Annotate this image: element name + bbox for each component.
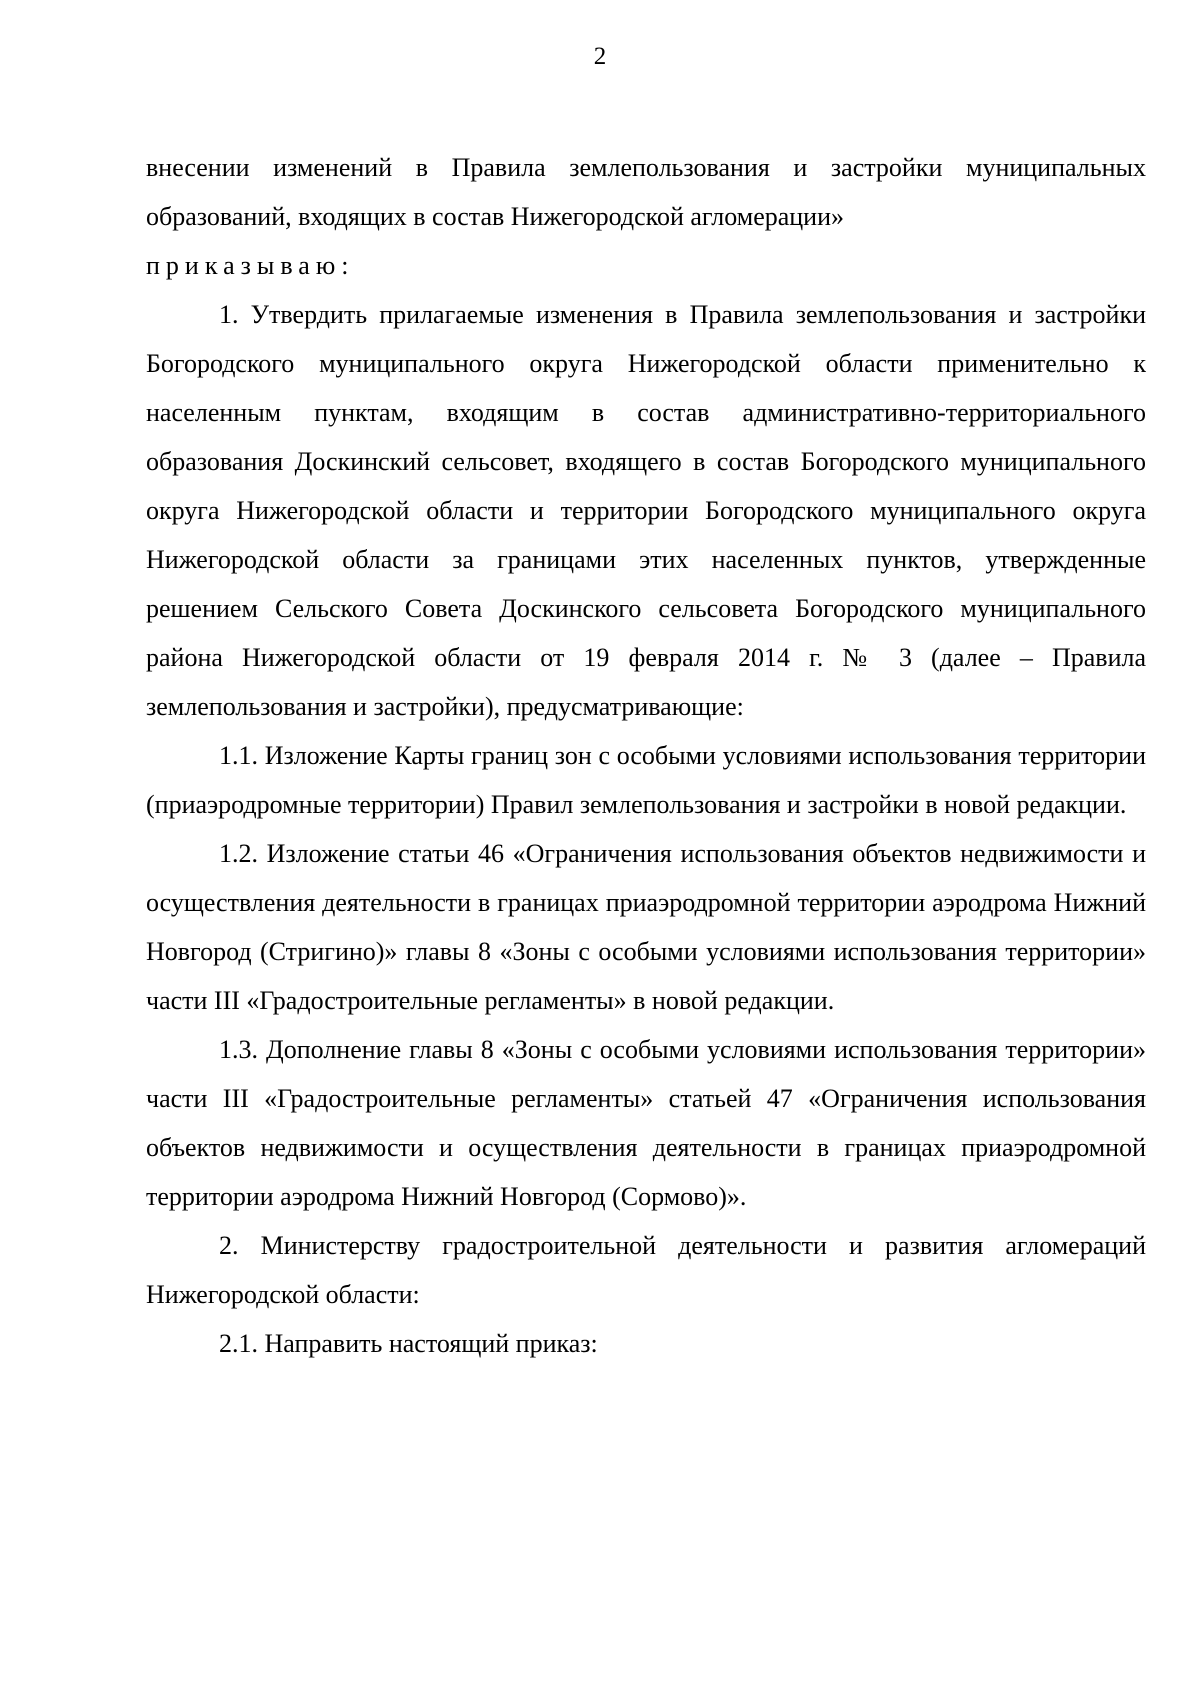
paragraph-item-1-1: 1.1. Изложение Карты границ зон с особыми условиями использования территории (приаэродромные территории) Правил землепользования и застройки в новой редакции.	[146, 741, 1146, 819]
document-body	[146, 143, 1146, 1368]
paragraph-item-2: 2. Министерству градостроительной деятельности и развития агломераций Нижегородской области:	[146, 1231, 1146, 1309]
paragraph-order-word: приказываю:	[146, 251, 355, 280]
paragraph-item-1-2: 1.2. Изложение статьи 46 «Ограничения использования объектов недвижимости и осуществления деятельности в границах приаэродромной территории аэродрома Нижний Новгород (Стригино)» главы 8 «Зоны с особыми условиями использования территории» части III «Градостроительные регламенты» в новой редакции.	[146, 839, 1146, 1015]
paragraph-continuation: внесении изменений в Правила землепользования и застройки муниципальных образований, входящих в состав Нижегородской агломерации»	[146, 153, 1146, 231]
page-number: 2	[593, 43, 607, 70]
paragraph-item-1: 1. Утвердить прилагаемые изменения в Правила землепользования и застройки Богородского муниципального округа Нижегородской области применительно к населенным пунктам, входящим в состав административно-территориального образования Доскинский сельсовет, входящего в состав Богородского муниципального округа Нижегородской области и территории Богородского муниципального округа Нижегородской области за границами этих населенных пунктов, утвержденные решением Сельского Совета Доскинского сельсовета Богородского муниципального района Нижегородской области от 19 февраля 2014 г. № 3 (далее – Правила землепользования и застройки), предусматривающие:	[146, 300, 1146, 721]
paragraph-item-1-3: 1.3. Дополнение главы 8 «Зоны с особыми условиями использования территории» части III «Градостроительные регламенты» статьей 47 «Ограничения использования объектов недвижимости и осуществления деятельности в границах приаэродромной территории аэродрома Нижний Новгород (Сормово)».	[146, 1035, 1146, 1211]
paragraph-item-2-1: 2.1. Направить настоящий приказ:	[219, 1329, 598, 1358]
